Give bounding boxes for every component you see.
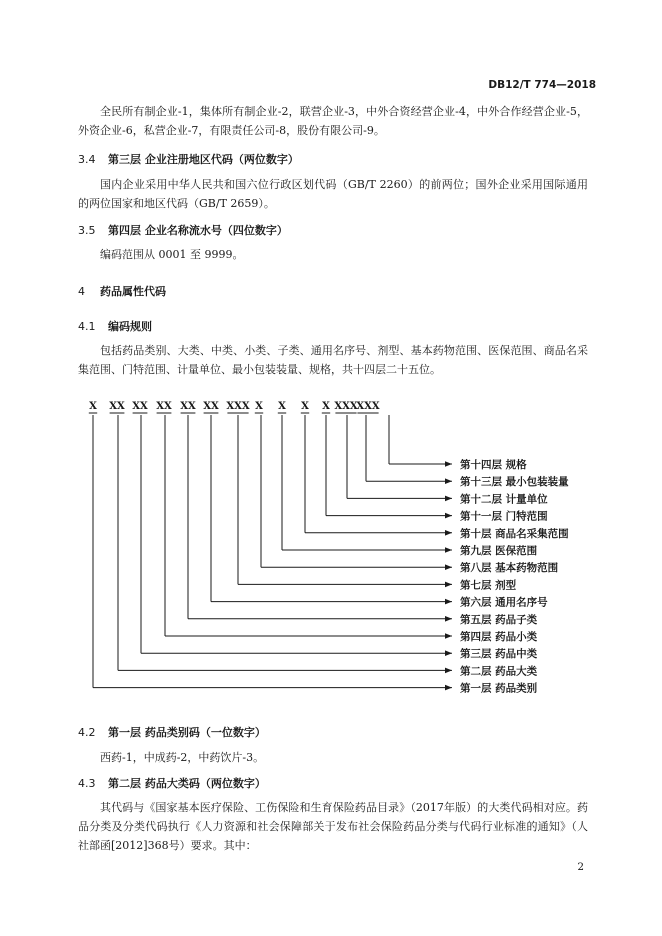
layer-label: 第七层 剂型 [460,579,517,592]
code-segment-label: XX [132,401,148,412]
layer-label: 第十层 商品名采集范围 [460,527,569,540]
section-3-5-body: 编码范围从 0001 至 9999。 [100,248,244,261]
section-title: 第二层 药品大类码（两位数字） [108,777,266,790]
layer-label: 第十三层 最小包装装量 [460,476,569,489]
layer-label: 第一层 药品类别 [460,682,538,695]
code-segment-label: XXX [226,401,250,412]
section-number: 3.5 [78,224,96,237]
standard-id: DB12/T 774—2018 [488,79,596,91]
code-segment-label: XX [203,401,219,412]
code-segment-label: XXX [356,401,380,412]
section-title: 第四层 企业名称流水号（四位数字） [108,224,288,237]
layer-labels [460,458,569,695]
code-labels [89,401,380,412]
layer-label: 第十四层 规格 [460,459,527,471]
code-segment-label: XXX [334,401,358,412]
code-segment-label: X [278,401,286,412]
code-segment-label: XX [109,401,125,412]
section-title: 药品属性代码 [100,285,166,298]
section-3-4-body: 国内企业采用中华人民共和国六位行政区划代码（GB/T 2260）的前两位；国外企业采用国际通用的两位国家和地区代码（GB/T 2659）。 [78,178,588,210]
code-segment-label: X [255,401,263,412]
code-segment-label: XX [180,401,196,412]
section-title: 第三层 企业注册地区代码（两位数字） [108,153,299,166]
layer-label: 第六层 通用名序号 [460,596,548,609]
section-number: 4.1 [78,320,96,333]
section-title: 编码规则 [108,320,152,333]
layer-label: 第二层 药品大类 [460,665,538,678]
layer-label: 第九层 医保范围 [460,545,538,557]
layer-label: 第八层 基本药物范围 [460,562,559,575]
layer-label: 第十一层 门特范围 [460,510,548,523]
code-segment-label: X [89,401,97,412]
section-title: 第一层 药品类别码（一位数字） [108,726,266,739]
layer-label: 第三层 药品中类 [460,648,538,661]
section-4-3-heading [78,775,266,791]
section-number: 3.4 [78,153,96,166]
code-segment-label: X [301,401,309,412]
section-4-3-body: 其代码与《国家基本医疗保险、工伤保险和生育保险药品目录》（2017年版）的大类代码相对应。药品分类及分类代码执行《人力资源和社会保障部关于发布社会保险药品分类与代码行业标准的通知》（人社部函[2012]368号）要求。其中： [78,801,588,852]
page-number: 2 [577,861,584,873]
layer-label: 第四层 药品小类 [460,631,538,643]
layer-connectors [93,415,452,688]
section-4-1-body: 包括药品类别、大类、中类、小类、子类、通用名序号、剂型、基本药物范围、医保范围、商品名采集范围、门特范围、计量单位、最小包装装量、规格，共十四层二十五位。 [78,344,588,376]
section-4-2-body: 西药-1，中成药-2，中药饮片-3。 [100,751,265,764]
layer-label: 第十二层 计量单位 [460,493,548,506]
layer-label: 第五层 药品子类 [460,613,538,626]
enterprise-type-codes: 全民所有制企业-1，集体所有制企业-2，联营企业-3，中外合资经营企业-4，中外合作经营企业-5，外资企业-6，私营企业-7，有限责任公司-8，股份有限公司-9。 [78,105,588,137]
section-4-2-heading [78,724,266,740]
section-number: 4.3 [78,777,96,790]
code-segment-label: XX [156,401,172,412]
section-number: 4.2 [78,726,96,739]
section-number: 4 [78,285,85,298]
code-segment-label: X [322,401,330,412]
